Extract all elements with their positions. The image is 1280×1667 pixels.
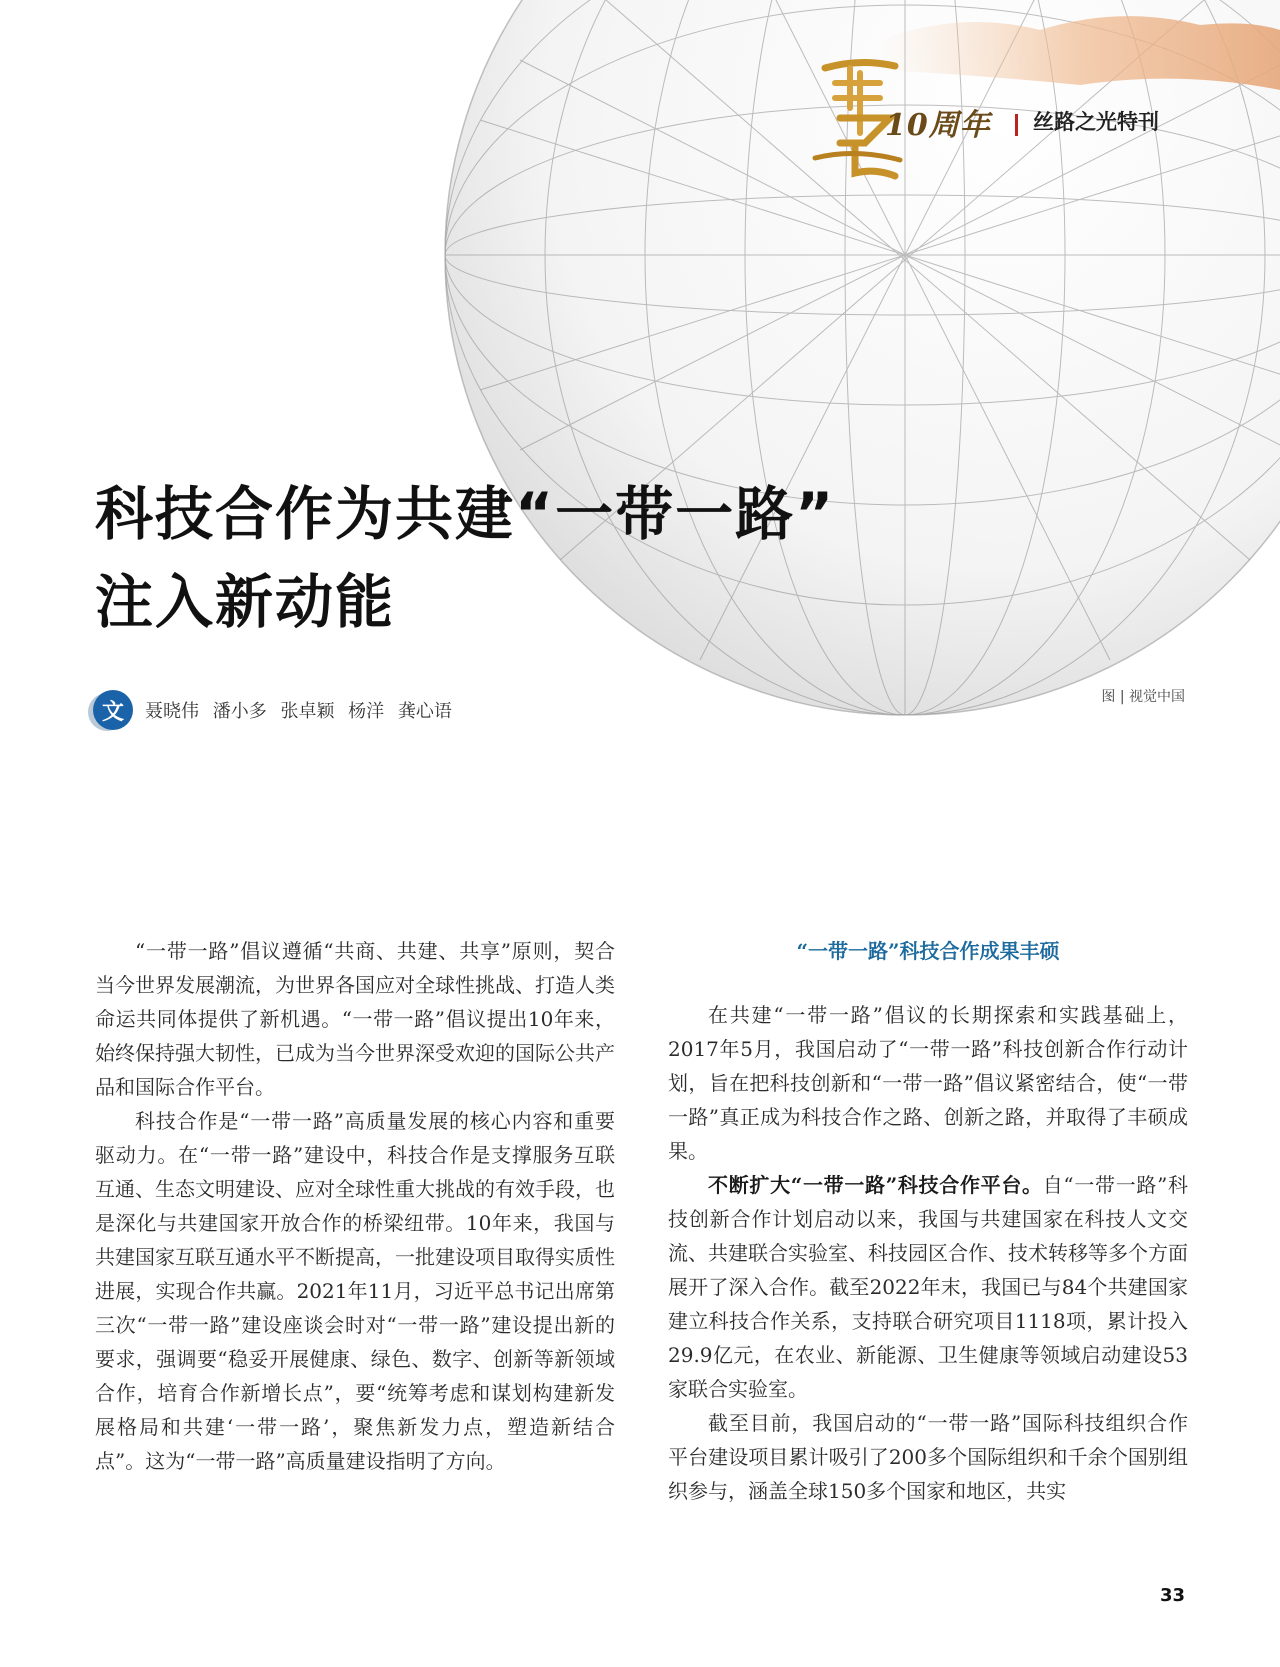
left-column [95, 934, 615, 1478]
byline-text-icon: 文 [93, 690, 133, 730]
body-paragraph: 截至目前，我国启动的“一带一路”国际科技组织合作平台建设项目累计吸引了200多个国际组织和千余个国别组织参与，涵盖全球150多个国家和地区，共实 [668, 1411, 1188, 1503]
header-brand [765, 48, 1185, 188]
title-line-2: 注入新动能 [95, 568, 396, 636]
page-number: 33 [1159, 1585, 1185, 1606]
author-list: 聂晓伟 潘小多 张卓颖 杨洋 龚心语 [145, 701, 452, 722]
section-heading: “一带一路”科技合作成果丰硕 [796, 939, 1060, 963]
body-paragraph [668, 1168, 1188, 1406]
body-paragraph: 在共建“一带一路”倡议的长期探索和实践基础上，2017年5月，我国启动了“一带一路”科技创新合作行动计划，旨在把科技创新和“一带一路”倡议紧密结合，使“一带一路”真正成为科技合作之路、创新之路，并取得了丰硕成果。 [668, 1003, 1188, 1163]
right-column [668, 934, 1188, 1508]
paragraph-lead-bold: 不断扩大“一带一路”科技合作平台。 [708, 1173, 1043, 1197]
title-line-1: 科技合作为共建“一带一路” [95, 480, 836, 548]
anniversary-text: 10周年 [885, 108, 991, 143]
byline [93, 690, 452, 730]
article-title [95, 470, 835, 646]
photo-credit: 图 | 视觉中国 [1101, 689, 1185, 705]
body-paragraph: “一带一路”倡议遵循“共商、共建、共享”原则，契合当今世界发展潮流，为世界各国应对全球性挑战、打造人类命运共同体提供了新机遇。“一带一路”倡议提出10年来，始终保持强大韧性，已成为当今世界深受欢迎的国际公共产品和国际合作平台。 [95, 939, 615, 1099]
body-paragraph: 科技合作是“一带一路”高质量发展的核心内容和重要驱动力。在“一带一路”建设中，科技合作是支撑服务互联互通、生态文明建设、应对全球性重大挑战的有效手段，也是深化与共建国家开放合作的桥梁纽带。10年来，我国与共建国家互联互通水平不断提高，一批建设项目取得实质性进展，实现合作共赢。2021年11月，习近平总书记出席第三次“一带一路”建设座谈会时对“一带一路”建设提出新的要求，强调要“稳妥开展健康、绿色、数字、创新等新领域合作，培育合作新增长点”，要“统筹考虑和谋划构建新发展格局和共建‘一带一路’，聚焦新发力点，塑造新结合点”。这为“一带一路”高质量建设指明了方向。 [95, 1109, 615, 1473]
paragraph-body: 自“一带一路”科技创新合作计划启动以来，我国与共建国家在科技人文交流、共建联合实验室、科技园区合作、技术转移等多个方面展开了深入合作。截至2022年末，我国已与84个共建国家建立科技合作关系，支持联合研究项目1118项，累计投入29.9亿元，在农业、新能源、卫生健康等领域启动建设53家联合实验室。 [668, 1173, 1188, 1401]
special-issue-label: 丝路之光特刊 [1033, 110, 1159, 134]
header-separator [1015, 114, 1018, 136]
